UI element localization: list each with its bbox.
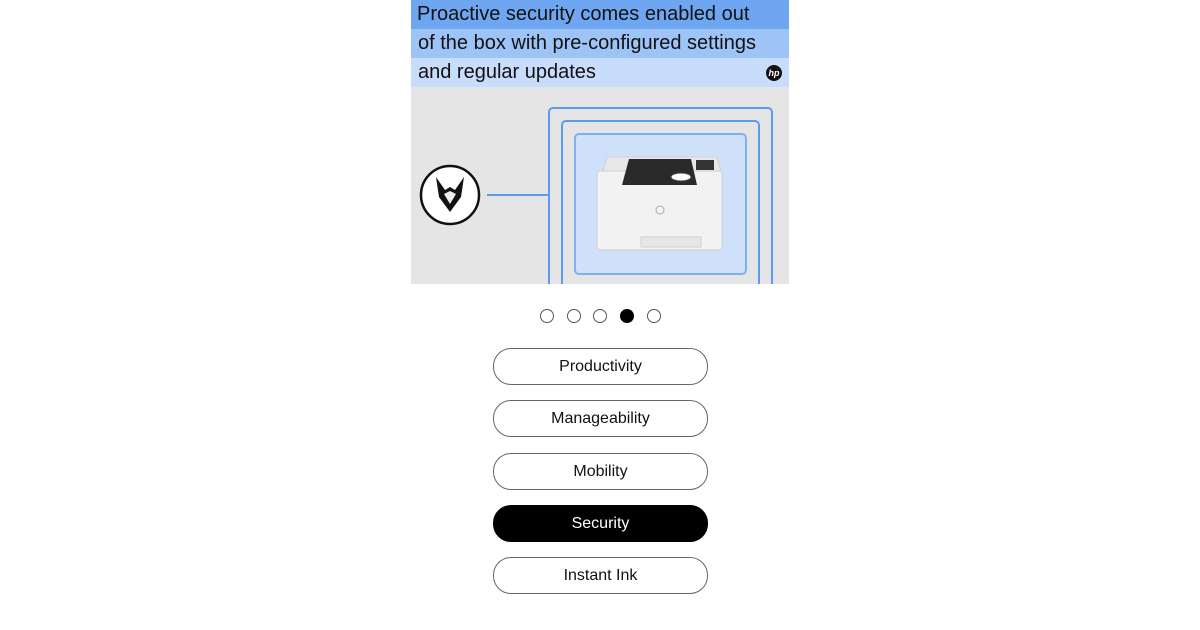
carousel-dot-2[interactable] (567, 309, 581, 323)
carousel-dots (540, 309, 662, 323)
productivity-button[interactable]: Productivity (493, 348, 708, 385)
headline-line-1: Proactive security comes enabled out (411, 0, 789, 29)
manageability-button[interactable]: Manageability (493, 400, 708, 437)
headline-line-3: and regular updates (411, 58, 789, 87)
instant-ink-button[interactable]: Instant Ink (493, 557, 708, 594)
mobility-button[interactable]: Mobility (493, 453, 708, 490)
carousel-dot-3[interactable] (593, 309, 607, 323)
security-illustration (411, 87, 789, 284)
security-button[interactable]: Security (493, 505, 708, 542)
carousel-dot-4[interactable] (620, 309, 634, 323)
headline-line-2: of the box with pre-configured settings (411, 29, 789, 58)
carousel-dot-1[interactable] (540, 309, 554, 323)
hp-logo: hp (766, 65, 782, 81)
carousel-dot-5[interactable] (647, 309, 661, 323)
wolf-security-icon (421, 166, 479, 224)
printer-image (597, 157, 722, 250)
hero-banner (411, 0, 789, 284)
